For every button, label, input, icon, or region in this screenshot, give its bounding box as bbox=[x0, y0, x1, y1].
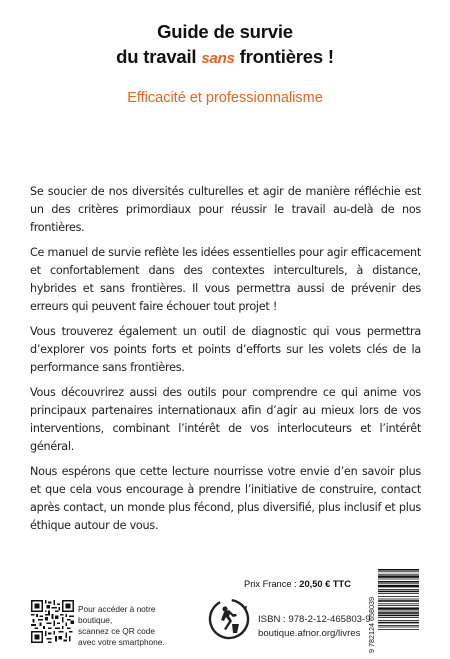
barcode-bar bbox=[378, 605, 419, 606]
paragraph-5: Nous espérons que cette lecture nourrisse votre envie d’en savoir plus et que cela vous encourage à prendre l’initiative de construire, contact après contact, un monde plus fécond, plus diversifié, plus inclusif et plus éthique autour de vous. bbox=[30, 465, 421, 532]
recycling-logo-icon bbox=[208, 598, 250, 640]
paragraph-1: Se soucier de nos diversités culturelles et agir de manière réfléchie est un des critères primordiaux pour réussir le travail au-delà de nos frontières. bbox=[30, 185, 421, 234]
barcode-bar bbox=[378, 599, 419, 600]
title-line-2-after: frontières ! bbox=[234, 46, 334, 67]
barcode-bar bbox=[378, 589, 419, 590]
barcode-bar bbox=[378, 627, 419, 628]
barcode-bar bbox=[378, 579, 419, 580]
barcode-bar bbox=[378, 611, 419, 612]
barcode-digits: 9 782124 658039 bbox=[367, 597, 376, 653]
barcode-bar bbox=[378, 581, 419, 583]
qr-text-line-1: Pour accéder à notre boutique, bbox=[78, 604, 156, 625]
title-line-2-before: du travail bbox=[116, 46, 202, 67]
barcode-bar bbox=[378, 607, 419, 609]
barcode-bar bbox=[378, 612, 419, 614]
barcode-bar bbox=[378, 615, 419, 617]
back-cover-text bbox=[30, 183, 421, 542]
barcode-bar bbox=[378, 629, 419, 630]
price bbox=[244, 579, 351, 589]
barcode-bar bbox=[378, 583, 419, 584]
shop-url[interactable]: boutique.afnor.org/livres bbox=[258, 628, 361, 639]
barcode-bar bbox=[378, 585, 419, 587]
qr-instructions bbox=[78, 604, 188, 648]
barcode-bar bbox=[378, 617, 419, 618]
paragraph-2: Ce manuel de survie reflète les idées essentielles pour agir efficacement et confortablement dans des contextes interculturels, à distance, hybrides et sans frontières. Il vous permettra aussi de prévenir des erreurs qui peuvent faire échouer tout projet ! bbox=[30, 246, 421, 313]
barcode-bar bbox=[378, 620, 419, 621]
qr-text-line-2: scannez ce QR code bbox=[78, 626, 156, 636]
barcode-bar bbox=[378, 596, 419, 597]
paragraph-4: Vous découvrirez aussi des outils pour comprendre ce qui anime vos principaux partenaires internationaux afin d’agir au mieux lors de vos interventions, combinant l’intérêt de vos interlocuteurs et l’intérêt général. bbox=[30, 386, 421, 453]
barcode-bar bbox=[378, 625, 419, 626]
barcode-bar bbox=[378, 591, 419, 593]
barcode-bar bbox=[378, 574, 419, 575]
barcode-bar bbox=[378, 571, 419, 572]
title-line-1: Guide de survie bbox=[157, 21, 293, 42]
barcode-bar bbox=[378, 569, 419, 571]
price-label: Prix France : bbox=[244, 579, 300, 589]
barcode-icon bbox=[368, 567, 420, 654]
barcode-bar bbox=[378, 603, 419, 604]
qr-code-icon[interactable] bbox=[31, 600, 74, 643]
barcode-bar bbox=[378, 600, 419, 602]
subtitle: Efficacité et professionnalisme bbox=[127, 90, 323, 106]
price-value: 20,50 € TTC bbox=[299, 579, 351, 589]
isbn: ISBN : 978-2-12-465803-9 bbox=[258, 614, 371, 625]
paragraph-3: Vous trouverez également un outil de diagnostic qui vous permettra d’explorer vos points forts et points d’efforts sur les volets clés de la performance sans frontières. bbox=[30, 325, 421, 374]
barcode-bar bbox=[378, 593, 419, 594]
title-accent-word: sans bbox=[201, 50, 235, 67]
barcode-bar bbox=[378, 575, 419, 577]
barcode-bar bbox=[378, 622, 419, 624]
qr-text-line-3: avec votre smartphone. bbox=[78, 637, 165, 647]
title-line-2 bbox=[0, 46, 450, 68]
